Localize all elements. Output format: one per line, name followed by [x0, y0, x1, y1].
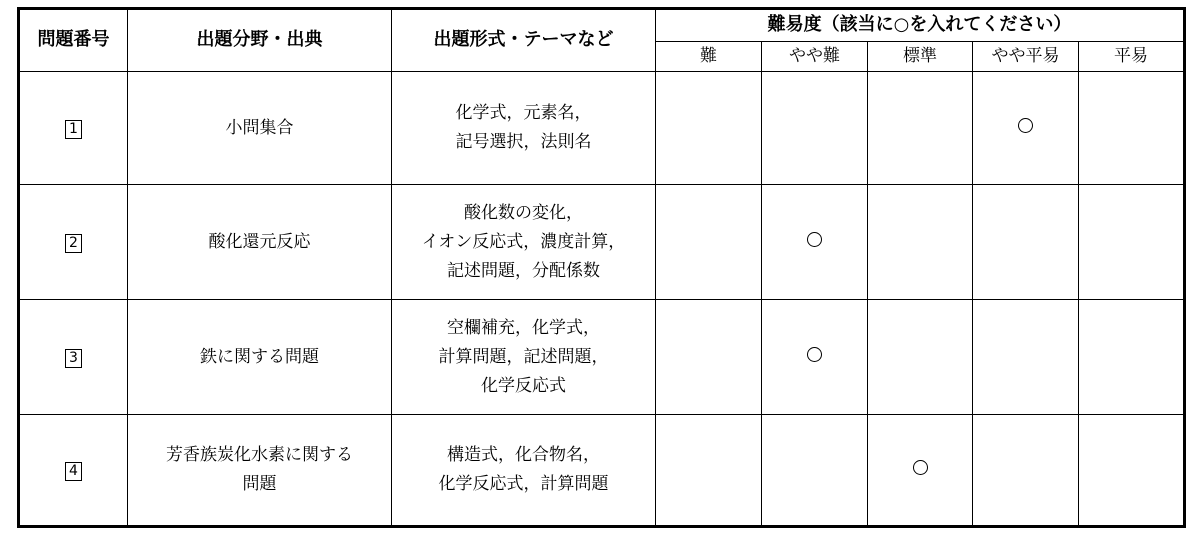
difficulty-cell[interactable]: [656, 71, 762, 185]
field-text: 小問集合: [225, 117, 294, 138]
difficulty-cell[interactable]: [1079, 71, 1185, 185]
field-text: 芳香族炭化水素に関する: [166, 445, 353, 466]
field-cell: [128, 185, 392, 300]
problem-number-cell: [19, 185, 128, 300]
format-text: イオン反応式，濃度計算，: [421, 231, 626, 252]
table-row: [19, 300, 1185, 415]
field-text: 問題: [242, 474, 277, 495]
difficulty-cell[interactable]: [1079, 415, 1185, 527]
format-text: 空欄補充，化学式，: [447, 317, 600, 338]
problem-number: 2: [65, 234, 82, 253]
format-text: 化学反応式，計算問題: [438, 474, 609, 495]
field-cell: [128, 300, 392, 415]
problem-number-cell: [19, 71, 128, 185]
header-problem-number: 問題番号: [19, 9, 128, 72]
header-level-hard: 難: [656, 41, 762, 71]
problem-number-cell: [19, 300, 128, 415]
difficulty-cell[interactable]: [656, 185, 762, 300]
difficulty-table: [17, 7, 1186, 528]
difficulty-cell[interactable]: [868, 71, 973, 185]
format-text: 記述問題，分配係数: [447, 260, 600, 281]
difficulty-cell[interactable]: [762, 71, 868, 185]
table-row: [19, 415, 1185, 527]
difficulty-cell[interactable]: [762, 185, 868, 300]
format-text: 計算問題，記述問題，: [438, 346, 609, 367]
circle-mark-icon: [807, 232, 822, 247]
difficulty-cell[interactable]: [656, 415, 762, 527]
difficulty-cell[interactable]: [973, 71, 1079, 185]
format-text: 構造式，化合物名，: [447, 445, 600, 466]
difficulty-cell[interactable]: [868, 300, 973, 415]
circle-mark-icon: [1018, 118, 1033, 133]
difficulty-cell[interactable]: [762, 415, 868, 527]
difficulty-cell[interactable]: [762, 300, 868, 415]
field-cell: [128, 415, 392, 527]
format-text: 酸化数の変化，: [464, 203, 583, 224]
header-level-standard: 標準: [868, 41, 973, 71]
format-cell: [392, 415, 656, 527]
field-cell: [128, 71, 392, 185]
format-text: 化学反応式: [481, 375, 566, 396]
header-field-source: 出題分野・出典: [128, 9, 392, 72]
problem-number: 4: [65, 462, 82, 481]
difficulty-cell[interactable]: [973, 185, 1079, 300]
difficulty-cell[interactable]: [973, 300, 1079, 415]
format-text: 化学式，元素名，: [455, 103, 592, 124]
format-cell: [392, 71, 656, 185]
table-row: [19, 185, 1185, 300]
header-level-somewhat-easy: やや平易: [973, 41, 1079, 71]
difficulty-cell[interactable]: [868, 185, 973, 300]
format-text: 記号選択，法則名: [455, 132, 592, 153]
problem-number: 1: [65, 120, 82, 139]
table-row: [19, 71, 1185, 185]
circle-mark-icon: [913, 460, 928, 475]
difficulty-cell[interactable]: [656, 300, 762, 415]
header-level-somewhat-hard: やや難: [762, 41, 868, 71]
problem-number-cell: [19, 415, 128, 527]
header-difficulty: 難易度（該当に○を入れてください）: [656, 9, 1185, 42]
difficulty-cell[interactable]: [1079, 185, 1185, 300]
circle-mark-icon: [807, 347, 822, 362]
difficulty-cell[interactable]: [1079, 300, 1185, 415]
difficulty-cell[interactable]: [868, 415, 973, 527]
field-text: 鉄に関する問題: [200, 346, 319, 367]
format-cell: [392, 300, 656, 415]
header-level-easy: 平易: [1079, 41, 1185, 71]
format-cell: [392, 185, 656, 300]
field-text: 酸化還元反応: [208, 231, 311, 252]
problem-number: 3: [65, 349, 82, 368]
difficulty-cell[interactable]: [973, 415, 1079, 527]
header-format-theme: 出題形式・テーマなど: [392, 9, 656, 72]
